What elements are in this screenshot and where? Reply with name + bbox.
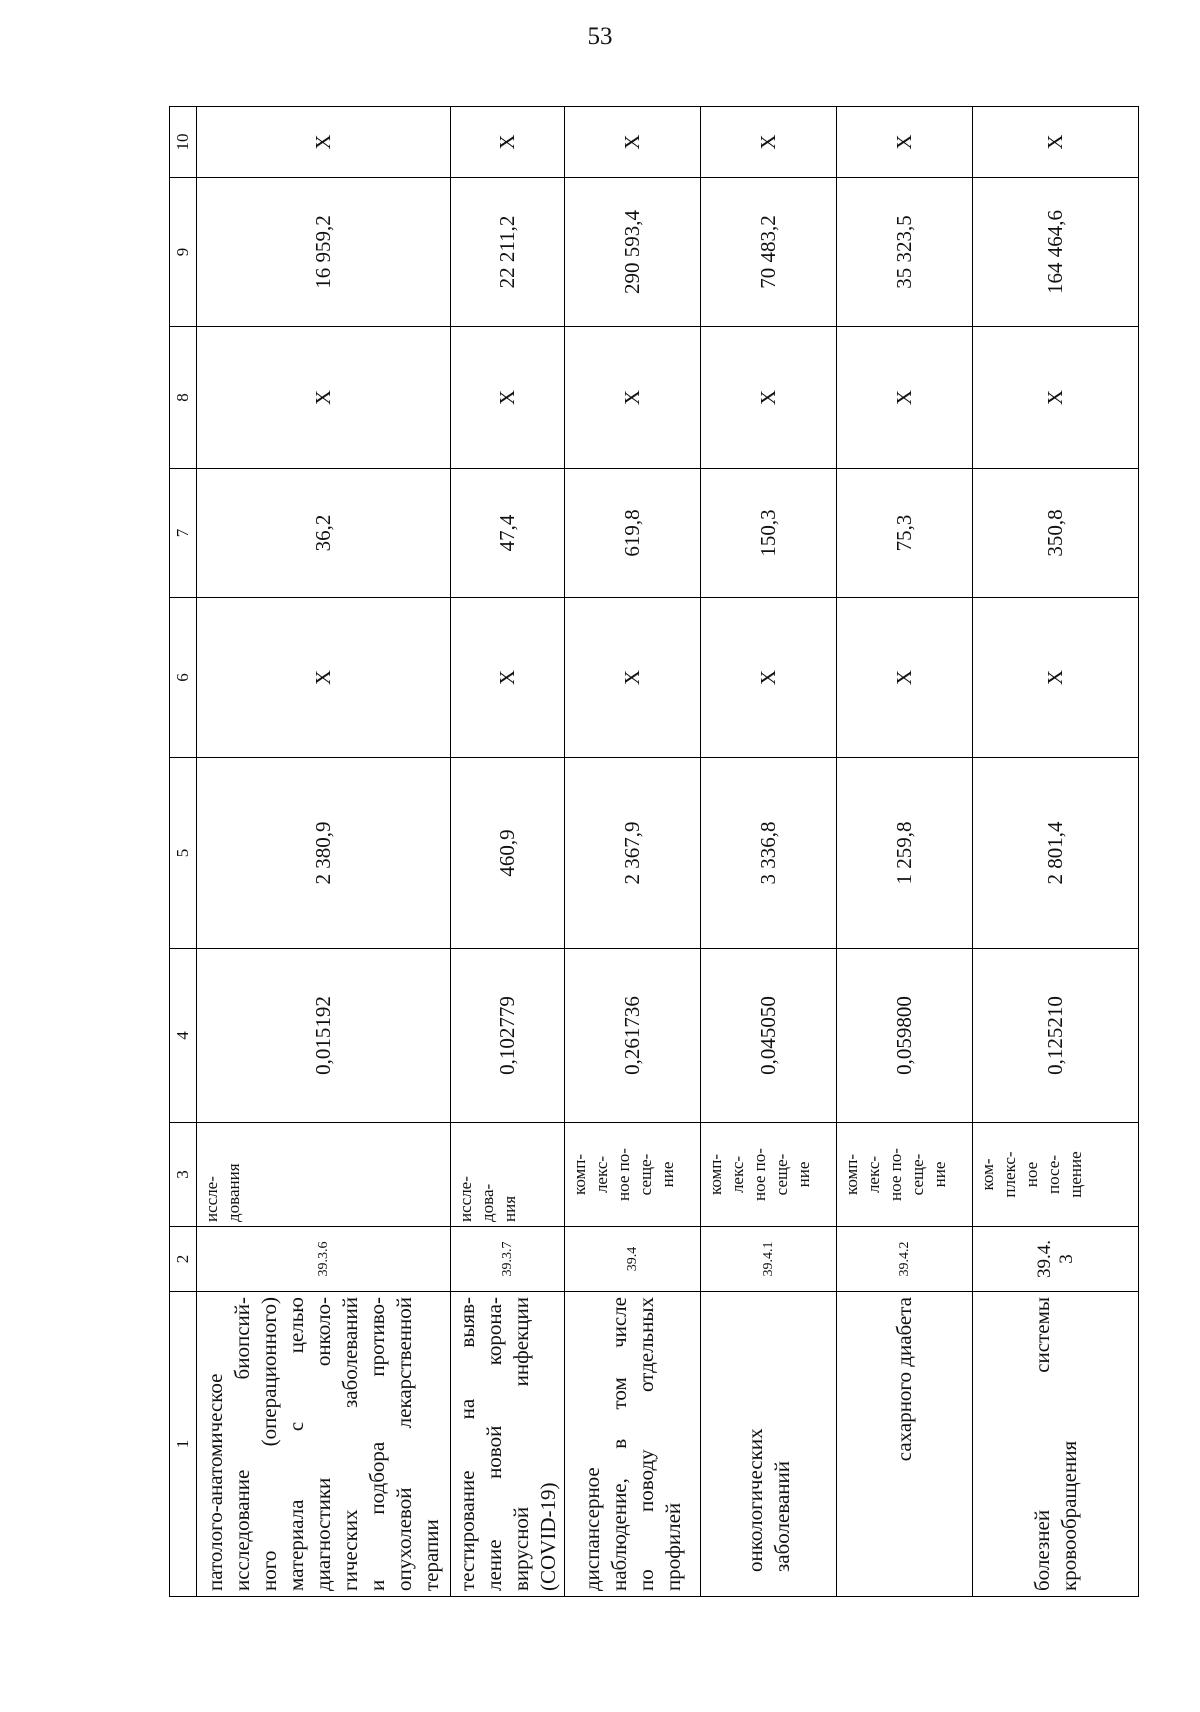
cell-value: 35 323,5 — [837, 178, 973, 327]
cell-value: X — [701, 327, 837, 469]
cell-value: 0,125210 — [973, 949, 1139, 1123]
text-line: ком- — [978, 1158, 997, 1191]
cell-value: 16 959,2 — [197, 178, 451, 327]
table-row — [565, 107, 701, 1597]
cell-value: X — [451, 327, 565, 469]
text-line: сахарного диабета — [892, 1297, 916, 1462]
cell-description — [973, 1292, 1139, 1597]
cell-value: 290 593,4 — [565, 178, 701, 327]
column-number-header: 9 — [170, 178, 197, 327]
cell-unit — [973, 1123, 1139, 1227]
column-number-header: 1 — [170, 1292, 197, 1597]
cell-value: X — [837, 598, 973, 758]
cell-value: X — [565, 327, 701, 469]
text-line: кровообращения — [1056, 1440, 1081, 1591]
text-line: болезней системы — [1029, 1297, 1054, 1591]
cell-row-number — [451, 1227, 565, 1292]
table-row — [451, 107, 565, 1597]
cell-value: X — [701, 107, 837, 178]
text-line: 39.4 — [624, 1246, 640, 1272]
text-line: терапии — [419, 1519, 443, 1591]
table-row — [837, 107, 973, 1597]
text-line: иссле- — [202, 1176, 221, 1222]
cell-value: X — [197, 598, 451, 758]
cell-value: X — [973, 598, 1139, 758]
text-line: лекс- — [728, 1155, 747, 1194]
text-line: 39.4.2 — [896, 1241, 912, 1277]
cell-value: 36,2 — [197, 469, 451, 598]
cell-value: 0,261736 — [565, 949, 701, 1123]
text-line: материала с целью — [284, 1297, 308, 1591]
text-line: 39.3.7 — [499, 1241, 515, 1277]
cell-value: 22 211,2 — [451, 178, 565, 327]
text-line: вирусной инфекции — [508, 1297, 533, 1591]
text-line: посе- — [1044, 1155, 1063, 1194]
text-line: комп- — [706, 1153, 725, 1196]
cell-value: X — [451, 598, 565, 758]
cell-unit — [451, 1123, 565, 1227]
text-line: патолого-анатомическое — [203, 1373, 227, 1591]
cell-value: 2 380,9 — [197, 758, 451, 949]
column-number-header: 2 — [170, 1227, 197, 1292]
cell-value: 619,8 — [565, 469, 701, 598]
cell-unit — [197, 1123, 451, 1227]
cell-value: X — [837, 327, 973, 469]
column-number-header: 8 — [170, 327, 197, 469]
rotated-table-wrapper — [169, 107, 1138, 1597]
cell-value: 2 801,4 — [973, 758, 1139, 949]
text-line: диагностики онколо- — [311, 1297, 335, 1591]
cell-value: X — [451, 107, 565, 178]
text-line: ное — [1022, 1161, 1041, 1188]
text-line: щение — [1066, 1151, 1085, 1198]
cell-value: X — [973, 107, 1139, 178]
cell-value: 350,8 — [973, 469, 1139, 598]
text-line: иссле- — [456, 1176, 475, 1222]
text-line: комп- — [570, 1153, 589, 1196]
text-line: ное по- — [614, 1148, 633, 1201]
cell-value: X — [701, 598, 837, 758]
text-line: ное по- — [886, 1148, 905, 1201]
cell-description — [565, 1292, 701, 1597]
text-line: наблюдение, в том числе — [606, 1297, 631, 1591]
cell-value: 150,3 — [701, 469, 837, 598]
text-line: 39.3.6 — [315, 1241, 331, 1277]
text-line: ного (операционного) — [257, 1297, 281, 1591]
cell-unit — [837, 1123, 973, 1227]
cell-value: X — [197, 327, 451, 469]
column-number-header: 7 — [170, 469, 197, 598]
cell-description — [701, 1292, 837, 1597]
text-line: ление новой корона- — [481, 1297, 506, 1591]
text-line: опухолевой лекарственной — [392, 1297, 416, 1591]
cell-value: X — [837, 107, 973, 178]
text-line: 3 — [1055, 1254, 1077, 1264]
text-line: дова- — [478, 1183, 497, 1222]
cell-value: 70 483,2 — [701, 178, 837, 327]
text-line: диспансерное — [579, 1467, 604, 1591]
data-table — [169, 106, 1139, 1597]
cell-row-number — [565, 1227, 701, 1292]
text-line: сеще- — [772, 1153, 791, 1196]
cell-row-number — [701, 1227, 837, 1292]
text-line: заболеваний — [769, 1461, 794, 1572]
text-line: по поводу отдельных — [633, 1297, 658, 1591]
cell-value: 47,4 — [451, 469, 565, 598]
cell-value: 3 336,8 — [701, 758, 837, 949]
cell-value: X — [973, 327, 1139, 469]
cell-value: 0,045050 — [701, 949, 837, 1123]
cell-description — [451, 1292, 565, 1597]
cell-unit — [565, 1123, 701, 1227]
cell-value: 164 464,6 — [973, 178, 1139, 327]
cell-value: X — [565, 598, 701, 758]
text-line: (COVID-19) — [535, 1482, 560, 1591]
table-row — [701, 107, 837, 1597]
text-line: профилей — [660, 1502, 685, 1591]
text-line: и подбора противо- — [365, 1297, 389, 1591]
cell-unit — [701, 1123, 837, 1227]
text-line: лекс- — [592, 1155, 611, 1194]
table-row — [197, 107, 451, 1597]
text-line: ние — [658, 1161, 677, 1188]
table-header-row — [170, 107, 197, 1597]
cell-value: X — [197, 107, 451, 178]
text-line: 39.4. — [1033, 1240, 1055, 1278]
cell-row-number — [197, 1227, 451, 1292]
column-number-header: 3 — [170, 1123, 197, 1227]
column-number-header: 4 — [170, 949, 197, 1123]
cell-value: 1 259,8 — [837, 758, 973, 949]
text-line: исследование биопсий- — [230, 1297, 254, 1591]
cell-value: 0,059800 — [837, 949, 973, 1123]
text-line: комп- — [842, 1153, 861, 1196]
text-line: ние — [794, 1161, 813, 1188]
cell-value: 75,3 — [837, 469, 973, 598]
text-line: тестирование на выяв- — [454, 1297, 479, 1591]
cell-description — [197, 1292, 451, 1597]
cell-row-number — [837, 1227, 973, 1292]
cell-value: 2 367,9 — [565, 758, 701, 949]
text-line: ния — [500, 1195, 519, 1222]
table-row — [973, 107, 1139, 1597]
text-line: сеще- — [908, 1153, 927, 1196]
cell-value: X — [565, 107, 701, 178]
text-line: дования — [224, 1163, 243, 1222]
column-number-header: 5 — [170, 758, 197, 949]
text-line: 39.4.1 — [760, 1241, 776, 1277]
text-line: ние — [930, 1161, 949, 1188]
text-line: онкологических — [742, 1428, 767, 1572]
text-line: плекс- — [1000, 1151, 1019, 1198]
cell-value: 0,015192 — [197, 949, 451, 1123]
text-line: лекс- — [864, 1155, 883, 1194]
page-number: 53 — [587, 23, 613, 50]
text-line: сеще- — [636, 1153, 655, 1196]
cell-row-number — [973, 1227, 1139, 1292]
cell-value: 460,9 — [451, 758, 565, 949]
column-number-header: 10 — [170, 107, 197, 178]
text-line: гических заболеваний — [338, 1297, 362, 1591]
cell-description — [837, 1292, 973, 1597]
text-line: ное по- — [750, 1148, 769, 1201]
cell-value: 0,102779 — [451, 949, 565, 1123]
column-number-header: 6 — [170, 598, 197, 758]
